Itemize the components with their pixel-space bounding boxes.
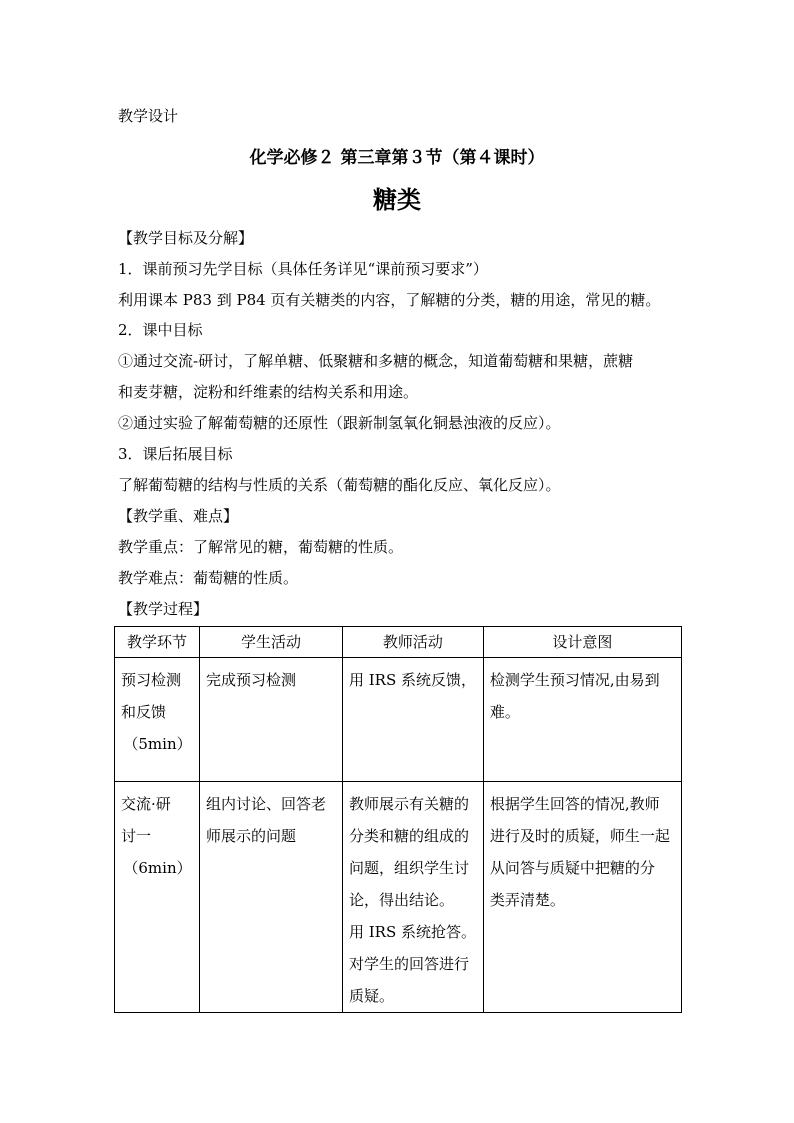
stage-time: （5min） xyxy=(123,735,192,753)
design-intent-cell: 根据学生回答的情况,教师 进行及时的质疑，师生一起 从问答与质疑中把糖的分 类弄清楚。 xyxy=(483,782,681,1013)
keypoints-heading: 【教学重、难点】 xyxy=(118,507,239,525)
stage-name-line1: 交流·研 xyxy=(121,795,171,813)
design-intent-cell: 检测学生预习情况,由易到 难。 xyxy=(483,658,681,782)
objective-2-text-line1: ①通过交流-研讨，了解单糖、低聚糖和多糖的概念，知道葡萄糖和果糖，蔗糖 xyxy=(118,352,634,370)
header-design-intent: 设计意图 xyxy=(483,627,681,658)
objective-2-text-line2: 和麦芽糖，淀粉和纤维素的结构关系和用途。 xyxy=(118,383,419,401)
stage-name-line1: 预习检测 xyxy=(121,671,182,689)
table-row xyxy=(115,658,682,782)
stage-name-line2: 讨一 xyxy=(121,827,152,845)
teacher-activity-cell: 用 IRS 系统反馈， xyxy=(342,658,483,782)
objective-3-title: 3．课后拓展目标 xyxy=(118,445,233,463)
process-heading: 【教学过程】 xyxy=(118,600,209,618)
header-stage: 教学环节 xyxy=(115,627,200,658)
objective-1-text: 利用课本 P83 到 P84 页有关糖类的内容，了解糖的分类，糖的用途，常见的糖。 xyxy=(118,291,661,309)
stage-cell xyxy=(115,658,200,782)
objective-2-text-line3: ②通过实验了解葡萄糖的还原性（跟新制氢氧化铜悬浊液的反应）。 xyxy=(118,414,561,432)
stage-time: （6min） xyxy=(123,859,192,877)
objectives-heading: 【教学目标及分解】 xyxy=(118,229,254,247)
stage-cell xyxy=(115,782,200,1013)
student-activity-cell: 组内讨论、回答老 师展示的问题 xyxy=(199,782,342,1013)
objective-2-title: 2．课中目标 xyxy=(118,321,203,339)
header-teacher-activity: 教师活动 xyxy=(342,627,483,658)
teacher-activity-cell: 教师展示有关糖的 分类和糖的组成的 问题，组织学生讨 论，得出结论。 用 IRS 系统抢答。 对学生的回答进行 质疑。 xyxy=(342,782,483,1013)
stage-name-line2: 和反馈 xyxy=(121,703,167,721)
student-activity-cell: 完成预习检测 xyxy=(199,658,342,782)
header-student-activity: 学生活动 xyxy=(199,627,342,658)
objective-3-text: 了解葡萄糖的结构与性质的关系（葡萄糖的酯化反应、氧化反应）。 xyxy=(118,476,561,494)
topic-title: 糖类 xyxy=(373,185,421,214)
doc-label: 教学设计 xyxy=(118,107,179,125)
table-row xyxy=(115,782,682,1013)
course-title: 化学必修２ 第三章第３节（第４课时） xyxy=(249,148,545,168)
key-point: 教学重点：了解常见的糖，葡萄糖的性质。 xyxy=(118,538,404,556)
difficult-point: 教学难点：葡萄糖的性质。 xyxy=(118,569,299,587)
objective-1-title: 1．课前预习先学目标（具体任务详见“课前预习要求”） xyxy=(118,260,488,278)
teaching-process-table xyxy=(114,626,682,1013)
table-header-row xyxy=(115,627,682,658)
